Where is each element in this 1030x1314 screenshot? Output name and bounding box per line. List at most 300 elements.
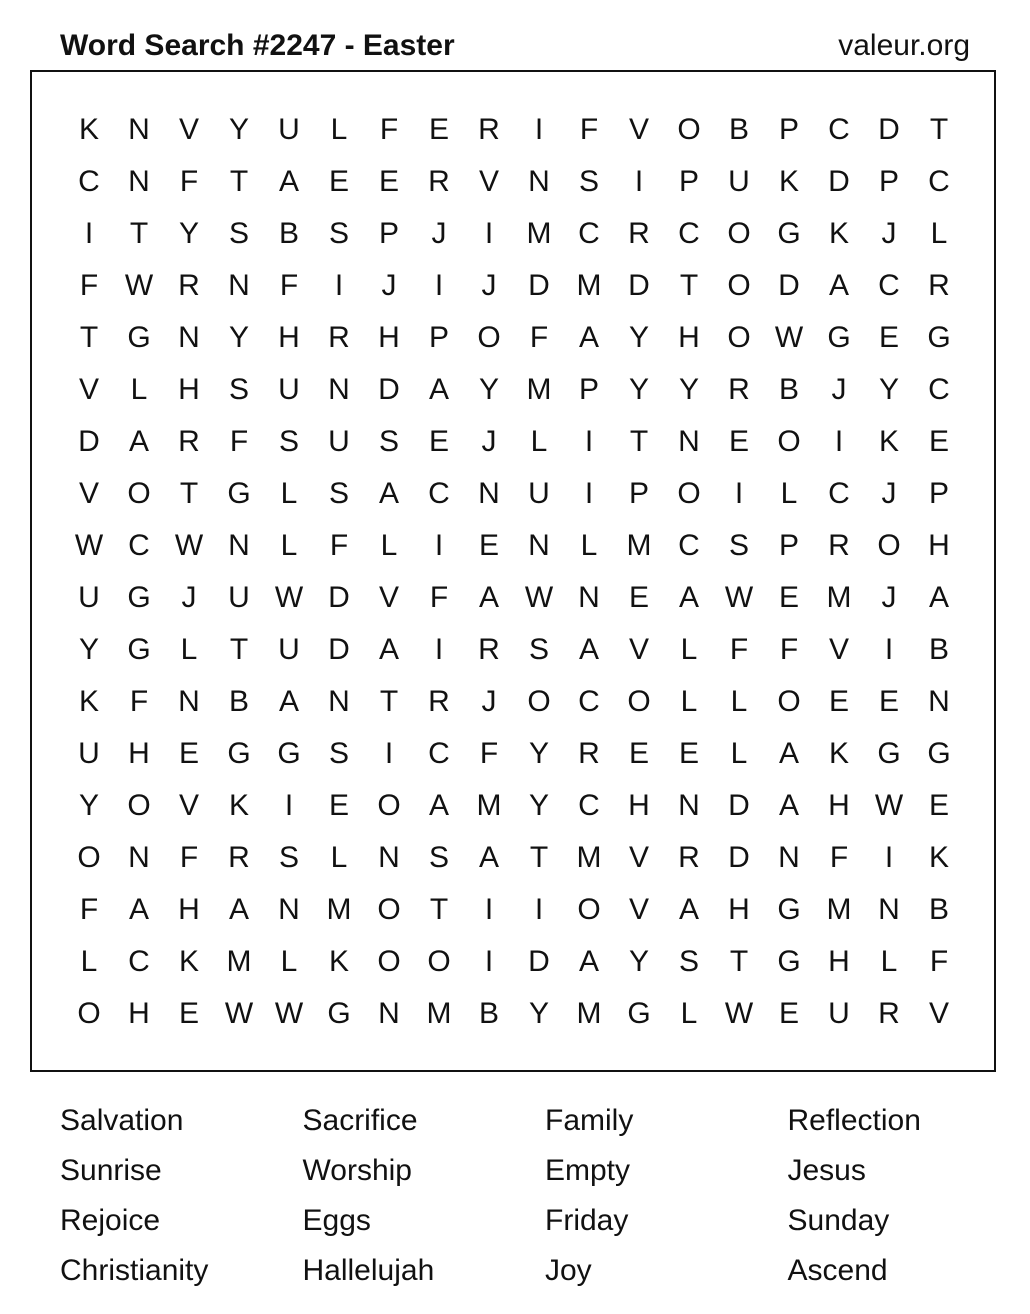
- grid-cell[interactable]: S: [578, 165, 599, 198]
- grid-cell[interactable]: W: [874, 789, 904, 822]
- grid-cell[interactable]: K: [178, 945, 199, 978]
- grid-cell[interactable]: I: [834, 425, 844, 458]
- grid-cell[interactable]: C: [428, 737, 450, 770]
- grid-cell[interactable]: I: [484, 945, 494, 978]
- grid-cell[interactable]: M: [526, 373, 552, 406]
- grid-cell[interactable]: P: [778, 529, 799, 562]
- grid-cell[interactable]: M: [476, 789, 502, 822]
- grid-cell[interactable]: N: [228, 529, 250, 562]
- grid-cell[interactable]: G: [927, 737, 951, 770]
- grid-cell[interactable]: F: [529, 321, 549, 354]
- grid-cell[interactable]: N: [528, 529, 550, 562]
- grid-cell[interactable]: C: [578, 217, 600, 250]
- grid-cell[interactable]: R: [178, 425, 200, 458]
- grid-cell[interactable]: F: [379, 113, 399, 146]
- grid-cell[interactable]: F: [129, 685, 149, 718]
- grid-cell[interactable]: D: [78, 425, 100, 458]
- grid-cell[interactable]: B: [928, 633, 949, 666]
- grid-cell[interactable]: F: [579, 113, 599, 146]
- grid-cell[interactable]: T: [529, 841, 549, 874]
- grid-cell[interactable]: S: [428, 841, 449, 874]
- grid-cell[interactable]: K: [78, 685, 99, 718]
- grid-cell[interactable]: C: [928, 165, 950, 198]
- grid-cell[interactable]: R: [228, 841, 250, 874]
- grid-cell[interactable]: I: [434, 529, 444, 562]
- grid-cell[interactable]: A: [378, 633, 399, 666]
- grid-cell[interactable]: D: [728, 789, 750, 822]
- grid-cell[interactable]: S: [378, 425, 399, 458]
- grid-cell[interactable]: H: [628, 789, 650, 822]
- grid-cell[interactable]: E: [178, 997, 199, 1030]
- grid-cell[interactable]: O: [727, 321, 751, 354]
- grid-cell[interactable]: M: [526, 217, 552, 250]
- grid-cell[interactable]: S: [328, 217, 349, 250]
- grid-cell[interactable]: E: [328, 165, 349, 198]
- grid-cell[interactable]: L: [530, 425, 548, 458]
- grid-cell[interactable]: Y: [628, 373, 649, 406]
- grid-cell[interactable]: Y: [678, 373, 699, 406]
- grid-cell[interactable]: Y: [528, 737, 549, 770]
- grid-cell[interactable]: V: [628, 893, 649, 926]
- grid-cell[interactable]: V: [178, 789, 199, 822]
- grid-cell[interactable]: R: [678, 841, 700, 874]
- grid-cell[interactable]: N: [328, 685, 350, 718]
- grid-cell[interactable]: N: [678, 425, 700, 458]
- grid-cell[interactable]: E: [678, 737, 699, 770]
- grid-cell[interactable]: P: [578, 373, 599, 406]
- grid-cell[interactable]: C: [428, 477, 450, 510]
- grid-cell[interactable]: C: [828, 477, 850, 510]
- grid-cell[interactable]: L: [330, 113, 348, 146]
- grid-cell[interactable]: W: [724, 581, 754, 614]
- grid-cell[interactable]: L: [280, 477, 298, 510]
- grid-cell[interactable]: T: [629, 425, 649, 458]
- grid-cell[interactable]: V: [628, 633, 649, 666]
- grid-cell[interactable]: F: [179, 841, 199, 874]
- grid-cell[interactable]: V: [628, 841, 649, 874]
- grid-cell[interactable]: N: [128, 113, 150, 146]
- grid-cell[interactable]: L: [330, 841, 348, 874]
- grid-cell[interactable]: L: [180, 633, 198, 666]
- grid-cell[interactable]: N: [928, 685, 950, 718]
- grid-cell[interactable]: P: [778, 113, 799, 146]
- grid-cell[interactable]: T: [379, 685, 399, 718]
- grid-cell[interactable]: J: [881, 477, 897, 510]
- grid-cell[interactable]: Y: [78, 789, 99, 822]
- grid-cell[interactable]: G: [277, 737, 301, 770]
- grid-cell[interactable]: F: [929, 945, 949, 978]
- grid-cell[interactable]: B: [778, 373, 799, 406]
- grid-cell[interactable]: R: [928, 269, 950, 302]
- grid-cell[interactable]: O: [877, 529, 901, 562]
- grid-cell[interactable]: P: [378, 217, 399, 250]
- grid-cell[interactable]: U: [278, 113, 300, 146]
- grid-cell[interactable]: J: [881, 217, 897, 250]
- grid-cell[interactable]: R: [828, 529, 850, 562]
- grid-cell[interactable]: E: [178, 737, 199, 770]
- grid-cell[interactable]: K: [928, 841, 949, 874]
- grid-cell[interactable]: I: [384, 737, 394, 770]
- grid-cell[interactable]: N: [278, 893, 300, 926]
- grid-cell[interactable]: I: [484, 217, 494, 250]
- grid-cell[interactable]: L: [780, 477, 798, 510]
- grid-cell[interactable]: D: [778, 269, 800, 302]
- grid-cell[interactable]: E: [778, 997, 799, 1030]
- grid-cell[interactable]: P: [878, 165, 899, 198]
- grid-cell[interactable]: V: [928, 997, 949, 1030]
- grid-cell[interactable]: G: [777, 893, 801, 926]
- grid-cell[interactable]: I: [434, 269, 444, 302]
- grid-cell[interactable]: H: [278, 321, 300, 354]
- grid-cell[interactable]: T: [229, 633, 249, 666]
- grid-cell[interactable]: Y: [478, 373, 499, 406]
- grid-cell[interactable]: N: [528, 165, 550, 198]
- grid-cell[interactable]: L: [380, 529, 398, 562]
- grid-cell[interactable]: E: [428, 425, 449, 458]
- grid-cell[interactable]: C: [578, 789, 600, 822]
- grid-cell[interactable]: C: [78, 165, 100, 198]
- grid-cell[interactable]: E: [928, 789, 949, 822]
- grid-cell[interactable]: N: [378, 997, 400, 1030]
- grid-cell[interactable]: M: [576, 841, 602, 874]
- grid-cell[interactable]: G: [127, 321, 151, 354]
- grid-cell[interactable]: L: [680, 685, 698, 718]
- grid-cell[interactable]: U: [228, 581, 250, 614]
- grid-cell[interactable]: C: [828, 113, 850, 146]
- grid-cell[interactable]: E: [328, 789, 349, 822]
- grid-cell[interactable]: M: [226, 945, 252, 978]
- grid-cell[interactable]: W: [774, 321, 804, 354]
- grid-cell[interactable]: O: [727, 269, 751, 302]
- grid-cell[interactable]: F: [779, 633, 799, 666]
- grid-cell[interactable]: G: [777, 945, 801, 978]
- grid-cell[interactable]: F: [329, 529, 349, 562]
- grid-cell[interactable]: V: [378, 581, 399, 614]
- grid-cell[interactable]: B: [228, 685, 249, 718]
- grid-cell[interactable]: D: [528, 269, 550, 302]
- grid-cell[interactable]: R: [478, 113, 500, 146]
- grid-cell[interactable]: F: [479, 737, 499, 770]
- grid-cell[interactable]: W: [174, 529, 204, 562]
- grid-cell[interactable]: I: [884, 841, 894, 874]
- grid-cell[interactable]: B: [728, 113, 749, 146]
- grid-cell[interactable]: N: [178, 685, 200, 718]
- grid-cell[interactable]: G: [127, 633, 151, 666]
- grid-cell[interactable]: O: [127, 789, 151, 822]
- grid-cell[interactable]: S: [328, 477, 349, 510]
- grid-cell[interactable]: A: [578, 321, 599, 354]
- grid-cell[interactable]: A: [678, 893, 699, 926]
- grid-cell[interactable]: U: [78, 581, 100, 614]
- grid-cell[interactable]: E: [828, 685, 849, 718]
- grid-cell[interactable]: Y: [628, 321, 649, 354]
- grid-cell[interactable]: R: [628, 217, 650, 250]
- grid-cell[interactable]: F: [829, 841, 849, 874]
- grid-cell[interactable]: E: [428, 113, 449, 146]
- grid-cell[interactable]: A: [578, 633, 599, 666]
- grid-cell[interactable]: Y: [528, 997, 549, 1030]
- grid-cell[interactable]: H: [728, 893, 750, 926]
- grid-cell[interactable]: E: [778, 581, 799, 614]
- grid-cell[interactable]: E: [878, 321, 899, 354]
- grid-cell[interactable]: Y: [878, 373, 899, 406]
- grid-cell[interactable]: W: [524, 581, 554, 614]
- grid-cell[interactable]: U: [828, 997, 850, 1030]
- grid-cell[interactable]: R: [178, 269, 200, 302]
- grid-cell[interactable]: N: [128, 165, 150, 198]
- grid-cell[interactable]: Y: [228, 113, 249, 146]
- grid-cell[interactable]: H: [178, 893, 200, 926]
- grid-cell[interactable]: W: [74, 529, 104, 562]
- grid-cell[interactable]: T: [229, 165, 249, 198]
- grid-cell[interactable]: I: [484, 893, 494, 926]
- grid-cell[interactable]: M: [576, 997, 602, 1030]
- grid-cell[interactable]: R: [328, 321, 350, 354]
- grid-cell[interactable]: H: [828, 945, 850, 978]
- grid-cell[interactable]: E: [878, 685, 899, 718]
- grid-cell[interactable]: G: [227, 737, 251, 770]
- grid-cell[interactable]: D: [378, 373, 400, 406]
- grid-cell[interactable]: D: [828, 165, 850, 198]
- grid-cell[interactable]: N: [328, 373, 350, 406]
- grid-cell[interactable]: J: [181, 581, 197, 614]
- grid-cell[interactable]: E: [728, 425, 749, 458]
- grid-cell[interactable]: O: [377, 789, 401, 822]
- grid-cell[interactable]: A: [128, 425, 149, 458]
- grid-cell[interactable]: I: [284, 789, 294, 822]
- grid-cell[interactable]: O: [627, 685, 651, 718]
- grid-cell[interactable]: A: [578, 945, 599, 978]
- grid-cell[interactable]: O: [377, 893, 401, 926]
- grid-cell[interactable]: L: [280, 529, 298, 562]
- grid-cell[interactable]: C: [578, 685, 600, 718]
- grid-cell[interactable]: J: [481, 425, 497, 458]
- grid-cell[interactable]: N: [178, 321, 200, 354]
- grid-cell[interactable]: I: [584, 425, 594, 458]
- grid-cell[interactable]: O: [777, 425, 801, 458]
- grid-cell[interactable]: O: [127, 477, 151, 510]
- grid-cell[interactable]: G: [927, 321, 951, 354]
- grid-cell[interactable]: J: [431, 217, 447, 250]
- grid-cell[interactable]: O: [77, 841, 101, 874]
- grid-cell[interactable]: A: [478, 841, 499, 874]
- grid-cell[interactable]: M: [576, 269, 602, 302]
- grid-cell[interactable]: G: [327, 997, 351, 1030]
- grid-cell[interactable]: O: [77, 997, 101, 1030]
- grid-cell[interactable]: K: [328, 945, 349, 978]
- grid-cell[interactable]: Y: [78, 633, 99, 666]
- grid-cell[interactable]: D: [628, 269, 650, 302]
- grid-cell[interactable]: A: [778, 789, 799, 822]
- grid-cell[interactable]: U: [278, 633, 300, 666]
- grid-cell[interactable]: K: [778, 165, 799, 198]
- grid-cell[interactable]: I: [534, 113, 544, 146]
- grid-cell[interactable]: K: [228, 789, 249, 822]
- grid-cell[interactable]: V: [78, 477, 99, 510]
- grid-cell[interactable]: E: [628, 737, 649, 770]
- grid-cell[interactable]: M: [626, 529, 652, 562]
- grid-cell[interactable]: R: [478, 633, 500, 666]
- grid-cell[interactable]: F: [229, 425, 249, 458]
- grid-cell[interactable]: V: [628, 113, 649, 146]
- grid-cell[interactable]: M: [826, 893, 852, 926]
- grid-cell[interactable]: O: [377, 945, 401, 978]
- grid-cell[interactable]: I: [434, 633, 444, 666]
- grid-cell[interactable]: O: [777, 685, 801, 718]
- grid-cell[interactable]: F: [79, 893, 99, 926]
- grid-cell[interactable]: Y: [528, 789, 549, 822]
- grid-cell[interactable]: O: [577, 893, 601, 926]
- grid-cell[interactable]: G: [827, 321, 851, 354]
- grid-cell[interactable]: R: [428, 685, 450, 718]
- grid-cell[interactable]: H: [128, 997, 150, 1030]
- grid-cell[interactable]: I: [634, 165, 644, 198]
- grid-cell[interactable]: J: [881, 581, 897, 614]
- grid-cell[interactable]: M: [426, 997, 452, 1030]
- grid-cell[interactable]: Y: [628, 945, 649, 978]
- grid-cell[interactable]: I: [584, 477, 594, 510]
- grid-cell[interactable]: P: [628, 477, 649, 510]
- grid-cell[interactable]: W: [724, 997, 754, 1030]
- grid-cell[interactable]: I: [84, 217, 94, 250]
- grid-cell[interactable]: A: [928, 581, 949, 614]
- grid-cell[interactable]: S: [228, 217, 249, 250]
- grid-cell[interactable]: T: [679, 269, 699, 302]
- grid-cell[interactable]: U: [328, 425, 350, 458]
- grid-cell[interactable]: O: [527, 685, 551, 718]
- grid-cell[interactable]: O: [477, 321, 501, 354]
- grid-cell[interactable]: H: [678, 321, 700, 354]
- grid-cell[interactable]: P: [678, 165, 699, 198]
- grid-cell[interactable]: A: [428, 373, 449, 406]
- grid-cell[interactable]: S: [528, 633, 549, 666]
- grid-cell[interactable]: K: [878, 425, 899, 458]
- grid-cell[interactable]: N: [578, 581, 600, 614]
- grid-cell[interactable]: E: [478, 529, 499, 562]
- grid-cell[interactable]: R: [878, 997, 900, 1030]
- grid-cell[interactable]: J: [481, 269, 497, 302]
- grid-cell[interactable]: R: [728, 373, 750, 406]
- grid-cell[interactable]: L: [280, 945, 298, 978]
- grid-cell[interactable]: L: [680, 633, 698, 666]
- grid-cell[interactable]: D: [328, 581, 350, 614]
- grid-cell[interactable]: W: [224, 997, 254, 1030]
- grid-cell[interactable]: H: [178, 373, 200, 406]
- grid-cell[interactable]: D: [728, 841, 750, 874]
- grid-cell[interactable]: L: [880, 945, 898, 978]
- grid-cell[interactable]: V: [478, 165, 499, 198]
- grid-cell[interactable]: F: [79, 269, 99, 302]
- grid-cell[interactable]: V: [78, 373, 99, 406]
- grid-cell[interactable]: A: [128, 893, 149, 926]
- grid-cell[interactable]: J: [481, 685, 497, 718]
- grid-cell[interactable]: H: [828, 789, 850, 822]
- grid-cell[interactable]: L: [730, 685, 748, 718]
- grid-cell[interactable]: I: [334, 269, 344, 302]
- grid-cell[interactable]: C: [128, 945, 150, 978]
- grid-cell[interactable]: B: [928, 893, 949, 926]
- grid-cell[interactable]: K: [828, 217, 849, 250]
- grid-cell[interactable]: S: [278, 425, 299, 458]
- grid-cell[interactable]: P: [928, 477, 949, 510]
- grid-cell[interactable]: R: [578, 737, 600, 770]
- grid-cell[interactable]: W: [274, 997, 304, 1030]
- grid-cell[interactable]: O: [427, 945, 451, 978]
- grid-cell[interactable]: I: [884, 633, 894, 666]
- grid-cell[interactable]: F: [729, 633, 749, 666]
- grid-cell[interactable]: G: [627, 997, 651, 1030]
- grid-cell[interactable]: B: [478, 997, 499, 1030]
- grid-cell[interactable]: N: [878, 893, 900, 926]
- grid-cell[interactable]: A: [828, 269, 849, 302]
- grid-cell[interactable]: T: [429, 893, 449, 926]
- grid-cell[interactable]: O: [727, 217, 751, 250]
- grid-cell[interactable]: H: [928, 529, 950, 562]
- grid-cell[interactable]: I: [734, 477, 744, 510]
- grid-cell[interactable]: I: [534, 893, 544, 926]
- grid-cell[interactable]: U: [528, 477, 550, 510]
- grid-cell[interactable]: A: [228, 893, 249, 926]
- grid-cell[interactable]: O: [677, 477, 701, 510]
- grid-cell[interactable]: U: [728, 165, 750, 198]
- grid-cell[interactable]: N: [378, 841, 400, 874]
- grid-cell[interactable]: W: [274, 581, 304, 614]
- grid-cell[interactable]: E: [378, 165, 399, 198]
- grid-cell[interactable]: L: [930, 217, 948, 250]
- grid-cell[interactable]: T: [729, 945, 749, 978]
- grid-cell[interactable]: V: [828, 633, 849, 666]
- grid-cell[interactable]: J: [381, 269, 397, 302]
- grid-cell[interactable]: R: [428, 165, 450, 198]
- grid-cell[interactable]: C: [928, 373, 950, 406]
- grid-cell[interactable]: S: [278, 841, 299, 874]
- grid-cell[interactable]: A: [478, 581, 499, 614]
- grid-cell[interactable]: A: [278, 685, 299, 718]
- grid-cell[interactable]: C: [678, 217, 700, 250]
- grid-cell[interactable]: Y: [178, 217, 199, 250]
- grid-cell[interactable]: D: [328, 633, 350, 666]
- grid-cell[interactable]: V: [178, 113, 199, 146]
- grid-cell[interactable]: J: [831, 373, 847, 406]
- grid-cell[interactable]: T: [129, 217, 149, 250]
- grid-cell[interactable]: F: [429, 581, 449, 614]
- grid-cell[interactable]: E: [628, 581, 649, 614]
- grid-cell[interactable]: L: [580, 529, 598, 562]
- grid-cell[interactable]: S: [728, 529, 749, 562]
- grid-cell[interactable]: G: [777, 217, 801, 250]
- grid-cell[interactable]: S: [328, 737, 349, 770]
- grid-cell[interactable]: D: [528, 945, 550, 978]
- grid-cell[interactable]: F: [179, 165, 199, 198]
- grid-cell[interactable]: T: [179, 477, 199, 510]
- grid-cell[interactable]: T: [929, 113, 949, 146]
- grid-cell[interactable]: U: [78, 737, 100, 770]
- grid-cell[interactable]: K: [828, 737, 849, 770]
- grid-cell[interactable]: F: [279, 269, 299, 302]
- grid-cell[interactable]: G: [127, 581, 151, 614]
- grid-cell[interactable]: G: [877, 737, 901, 770]
- grid-cell[interactable]: N: [678, 789, 700, 822]
- grid-cell[interactable]: G: [227, 477, 251, 510]
- grid-cell[interactable]: N: [478, 477, 500, 510]
- grid-cell[interactable]: M: [326, 893, 352, 926]
- grid-cell[interactable]: A: [778, 737, 799, 770]
- grid-cell[interactable]: A: [428, 789, 449, 822]
- grid-cell[interactable]: K: [78, 113, 99, 146]
- grid-cell[interactable]: L: [730, 737, 748, 770]
- grid-cell[interactable]: A: [678, 581, 699, 614]
- grid-cell[interactable]: S: [228, 373, 249, 406]
